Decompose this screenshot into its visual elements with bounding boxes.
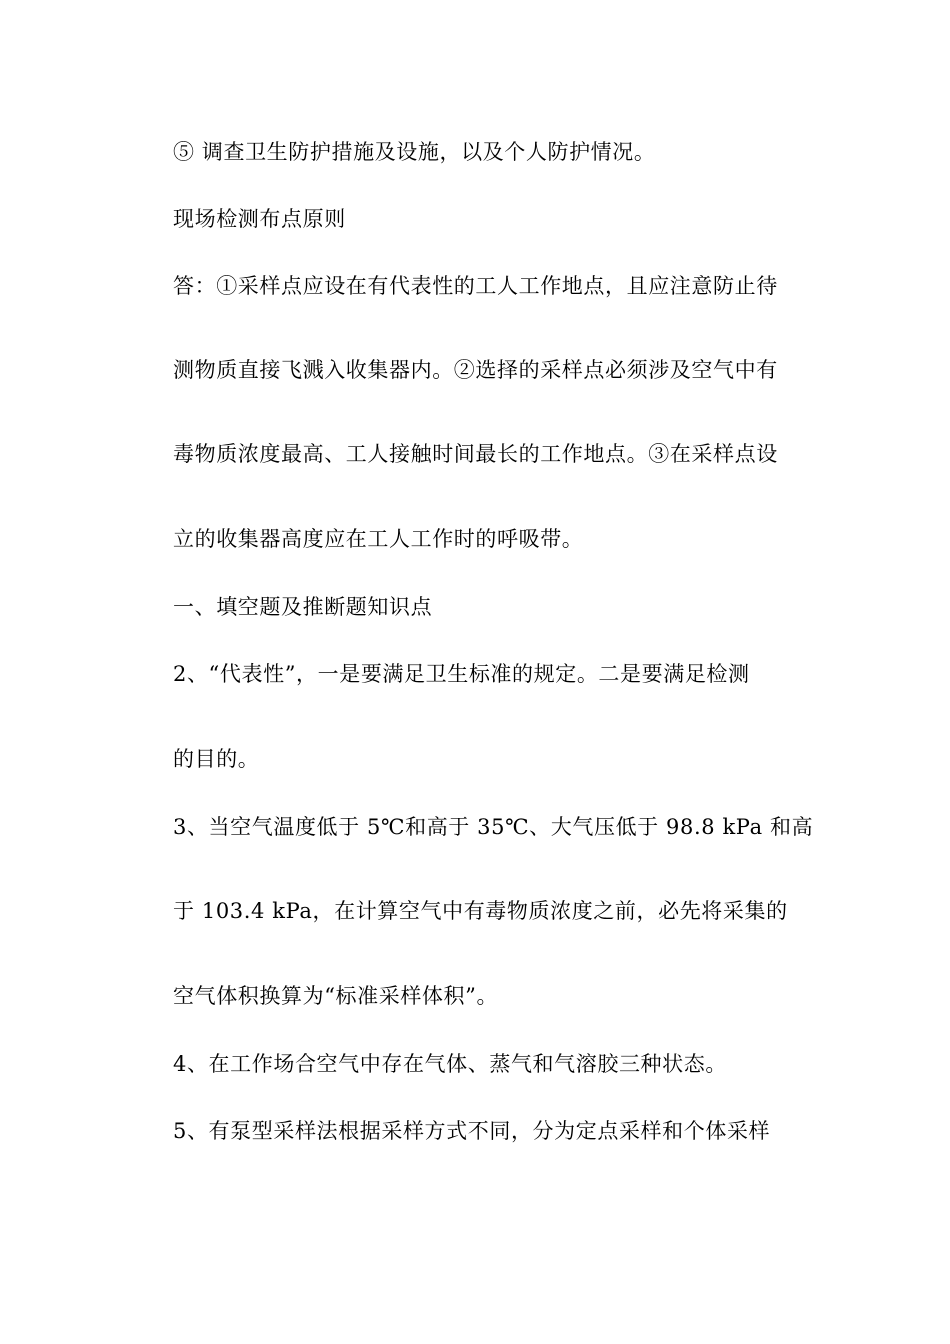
text-line-1: ⑤ 调查卫生防护措施及设施，以及个人防护情况。 (173, 140, 656, 164)
text-line-4: 测物质直接飞溅入收集器内。②选择的采样点必须涉及空气中有 (173, 358, 778, 382)
text-line-3: 答：①采样点应设在有代表性的工人工作地点，且应注意防止待 (173, 274, 778, 298)
text-line-12: 空气体积换算为“标准采样体积”。 (173, 984, 499, 1008)
section-heading-sampling-principles: 现场检测布点原则 (173, 207, 346, 231)
text-line-8: 2、“代表性”，一是要满足卫生标准的规定。二是要满足检测 (173, 662, 750, 686)
text-line-13: 4、在工作场合空气中存在气体、蒸气和气溶胶三种状态。 (173, 1052, 727, 1076)
section-heading-knowledge-points: 一、填空题及推断题知识点 (173, 595, 433, 619)
text-line-9: 的目的。 (173, 747, 260, 771)
text-line-5: 毒物质浓度最高、工人接触时间最长的工作地点。③在采样点设 (173, 442, 778, 466)
text-line-14: 5、有泵型采样法根据采样方式不同，分为定点采样和个体采样 (173, 1119, 771, 1143)
text-line-10: 3、当空气温度低于 5℃和高于 35℃、大气压低于 98.8 kPa 和高 (173, 815, 814, 839)
text-line-11: 于 103.4 kPa，在计算空气中有毒物质浓度之前，必先将采集的 (173, 899, 788, 923)
text-line-6: 立的收集器高度应在工人工作时的呼吸带。 (173, 527, 584, 551)
